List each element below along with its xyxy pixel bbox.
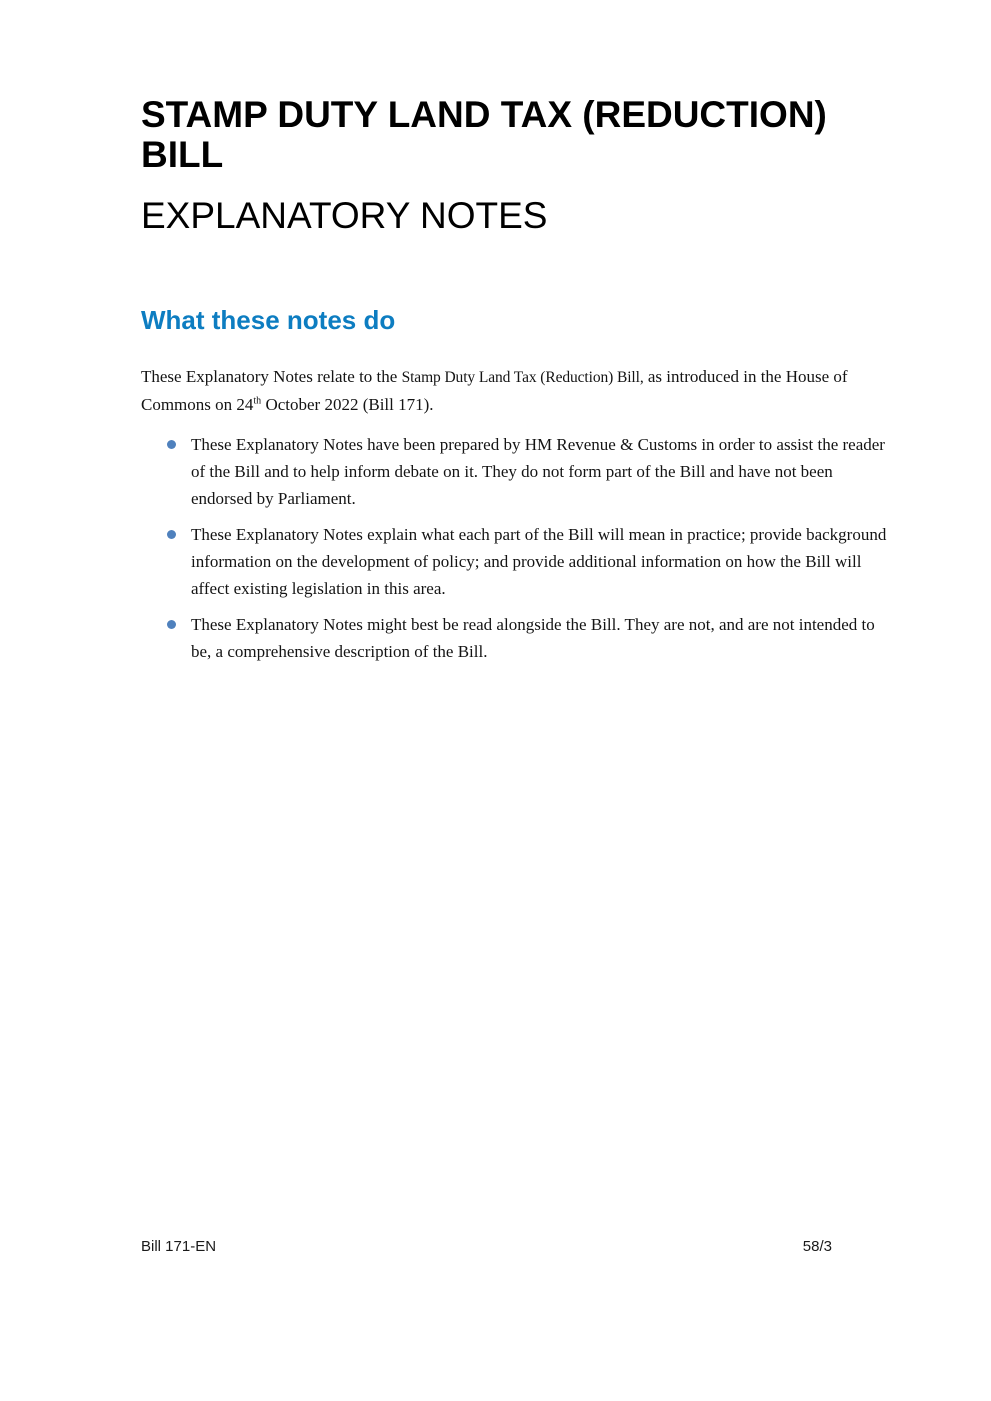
- doc-subtitle: EXPLANATORY NOTES: [141, 195, 548, 236]
- intro-bill-name: Stamp Duty Land Tax (Reduction) Bill,: [401, 369, 644, 386]
- list-item: [141, 521, 891, 602]
- intro-tail-text: October 2022 (Bill 171).: [261, 395, 434, 414]
- footer-page-ref: 58/3: [802, 1238, 832, 1255]
- ordinal-suffix: th: [253, 395, 262, 407]
- bullet-text: These Explanatory Notes have been prepared by HM Revenue & Customs in order to assist the reader of the Bill and to help inform debate on it. They do not form part of the Bill and have not been endorsed by Parliament.: [191, 435, 885, 508]
- bill-title: STAMP DUTY LAND TAX (REDUCTION) BILL: [141, 94, 827, 175]
- bullet-icon: [167, 530, 176, 539]
- section-heading: What these notes do: [141, 305, 396, 335]
- bullet-text: These Explanatory Notes explain what each part of the Bill will mean in practice; provide background information on the development of policy; and provide additional information on how the Bill will affect existing legislation in this area.: [191, 525, 887, 598]
- notes-bullet-list: [141, 431, 891, 665]
- page-footer: [141, 1238, 832, 1255]
- page-content: [0, 95, 991, 665]
- intro-mid-text: as introduced in the House of Commons on 24: [141, 367, 848, 414]
- bullet-text: These Explanatory Notes might best be read alongside the Bill. They are not, and are not intended to be, a comprehensive description of the Bill.: [191, 615, 875, 661]
- bullet-icon: [167, 440, 176, 449]
- list-item: [141, 611, 891, 665]
- intro-paragraph: [141, 363, 891, 418]
- footer-bill-number: Bill 171-EN: [141, 1238, 217, 1255]
- list-item: [141, 431, 891, 512]
- intro-lead-text: These Explanatory Notes relate to the: [141, 367, 402, 386]
- bullet-icon: [167, 620, 176, 629]
